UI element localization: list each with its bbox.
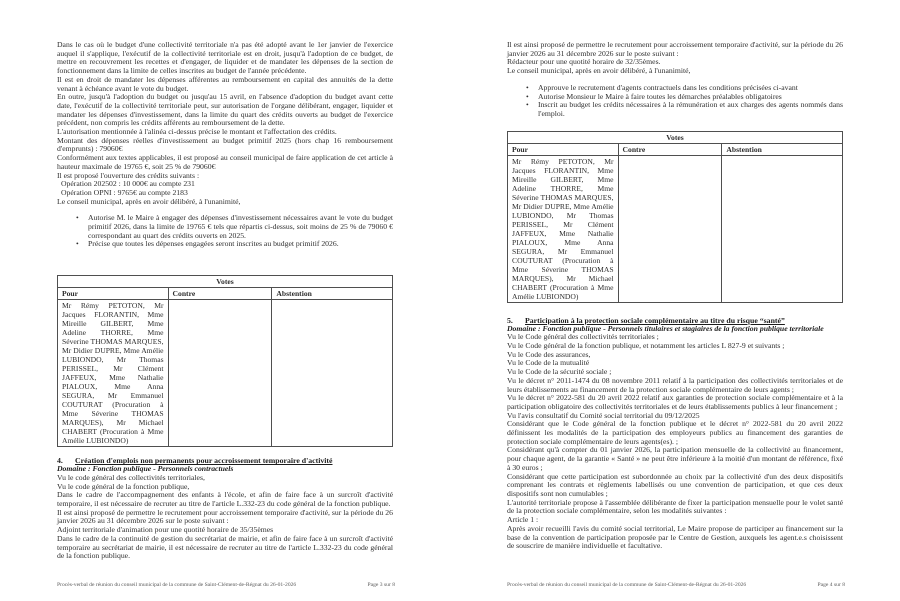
section-5-number: 5. bbox=[507, 315, 513, 325]
paragraph-recrutement-propose-suite: Il est ainsi proposé de permettre le recrutement pour accroissement temporaire d'activité, sur la période du 26 janvier 2026 au 31 décembre 2026 sur le poste suivant : bbox=[507, 40, 843, 58]
vu-item: Vu le Code général de la fonction publique, et notamment les articles L 827-9 et suivants ; bbox=[507, 341, 785, 351]
section-5-title: Participation à la protection sociale complémentaire au titre du risque “santé” bbox=[525, 315, 785, 325]
paragraph-proposition-autorite: L'autorité territoriale propose à l'assemblée délibérante de fixer la participation mensuelle pour le volet santé de la protection sociale complémentaire, selon les modalités suivantes : bbox=[507, 497, 843, 516]
vu-code-collectivites: Vu le code général des collectivités territoriales, bbox=[57, 472, 205, 482]
decision-list bbox=[74, 214, 393, 249]
vu-item: Vu l'avis consultatif du Comité social territorial du 09/12/2025 bbox=[507, 410, 700, 420]
considerant-item: Considérant que cette participation est subordonnée au choix par la collectivité d'un des deux dispositifs comprenant les contrats et règlements labellisés ou une convention de participation, et que ces deux dispositifs sont non cumulables ; bbox=[507, 471, 843, 498]
paragraph-conformement: Conformément aux textes applicables, il est proposé au conseil municipal de faire application de cet article à hauteur maximale de 19765 €, soit 25 % de 79060€ bbox=[57, 153, 393, 171]
credit-line-operation-opni: Opération OPNI : 9765€ au compte 2183 bbox=[61, 187, 188, 197]
decision-item: • Autorise Monsieur le Maire à faire toutes les démarches préalables obligatoires bbox=[524, 93, 843, 102]
paragraph-recrutement-propose: Il est ainsi proposé de permettre le recrutement pour accroissement temporaire d'activité, sur la période du 26 janvier 2026 au 31 décembre 2026 sur le poste suivant : bbox=[57, 507, 393, 526]
decision-list bbox=[524, 84, 843, 119]
votes-header-abstention: Abstention bbox=[722, 143, 843, 155]
section-4-number: 4. bbox=[57, 456, 63, 466]
votes-table-title: Votes bbox=[508, 131, 843, 143]
decision-item: • Inscrit au budget les crédits nécessaires à la rémunération et aux charges des agents nommés dans l'emploi. bbox=[524, 101, 843, 118]
credits-intro: Il est proposé l'ouverture des crédits suivants : bbox=[57, 170, 200, 180]
paragraph-accompagnement-ecole: Dans le cadre de l'accompagnement des enfants à l'école, et afin de faire face à un surcroît d'activité temporaire, il est nécessaire de recruter au titre de l'article L.332-23 du code général de la fonction publique. bbox=[57, 490, 393, 508]
footer-page-number: Page 3 sur 8 bbox=[367, 582, 395, 588]
vu-item: Vu le décret n° 2011-1474 du 08 novembre 2011 relatif à la participation des collectivités territoriales et de leurs établissements au financement de la protection sociale complémentaire de leurs agents ; bbox=[507, 375, 843, 394]
vu-item: Vu le Code de la sécurité sociale ; bbox=[507, 367, 612, 377]
votes-header-abstention: Abstention bbox=[272, 288, 393, 300]
votes-pour-names: Mr Rémy PETOTON, Mr Jacques FLORANTIN, Mme Mireille GILBERT, Mme Adeline THORRE, Mme Séverine THOMAS MARQUES, Mr Didier DUPRE, Mme Amélie LUBIONDO, Mr Thomas PERISSEL, Mr Clément JAFFEUX, Mme Nathalie PIALOUX, Mme Anna SEGURA, Mr Emmanuel COUTURAT (Procuration à Mme Séverine THOMAS MARQUES), Mr Michael CHABERT (Procuration à Mme Amélie LUBIONDO) bbox=[58, 300, 169, 447]
article-1-text: Après avoir recueilli l'avis du comité social territorial, Le Maire propose de participer au financement sur la base de la convention de participation proposée par le Centre de Gestion, auxquels les agent.e.s choisissent de souscrire de manière individuelle et facultative. bbox=[507, 523, 843, 551]
footer-document-title: Procès-verbal de réunion du conseil municipal de la commune de Saint-Clément-de-Régnat du 26-01-2026 bbox=[507, 582, 747, 588]
votes-table-title: Votes bbox=[58, 276, 393, 288]
deliberation-statement: Le conseil municipal, après en avoir délibéré, à l'unanimité, bbox=[507, 66, 691, 76]
decision-item: • Précise que toutes les dépenses engagées seront inscrites au budget primitif 2026. bbox=[74, 240, 393, 249]
deliberation-statement: Le conseil municipal, après en avoir délibéré, à l'unanimité, bbox=[57, 196, 241, 206]
section-5-domain: Domaine : Fonction publique - Personnels titulaires et stagiaires de la fonction publique territoriale bbox=[507, 323, 824, 333]
vu-item: Vu le Code des assurances, bbox=[507, 349, 591, 359]
vu-item: Vu le Code de la mutualité bbox=[507, 358, 590, 368]
paragraph-adjoint-animation: Adjoint territoriale d'animation pour une quotité horaire de 35/35èmes bbox=[57, 525, 274, 535]
decision-item: • Autorise M. le Maire à engager des dépenses d'investissement nécessaires avant le vote du budget primitif 2026, dans la limite de 19765 € tels que répartis ci-dessus, soit moins de 25 % de 79060 € correspondant au quart des crédits ouverts en 2025. bbox=[74, 214, 393, 240]
decision-item: • Approuve le recrutement d'agents contractuels dans les conditions précisées ci-avant bbox=[524, 84, 843, 93]
paragraph-en-outre: En outre, jusqu'à l'adoption du budget ou jusqu'au 15 avril, en l'absence d'adoption du budget avant cette date, l'exécutif de la collectivité territoriale peut, sur autorisation de l'organe délibérant, engager, liquider et mandater les dépenses d'investissement, dans la limite du quart des crédits ouverts au budget de l'exercice précédent, non compris les crédits afférents au remboursement de la dette. bbox=[57, 92, 393, 128]
votes-header-contre: Contre bbox=[618, 143, 722, 155]
votes-table bbox=[57, 275, 393, 447]
votes-pour-names: Mr Rémy PETOTON, Mr Jacques FLORANTIN, Mme Mireille GILBERT, Mme Adeline THORRE, Mme Séverine THOMAS MARQUES, Mr Didier DUPRE, Mme Amélie LUBIONDO, Mr Thomas PERISSEL, Mr Clément JAFFEUX, Mme Nathalie PIALOUX, Mme Anna SEGURA, Mr Emmanuel COUTURAT (Procuration à Mme Séverine THOMAS MARQUES), Mr Michael CHABERT (Procuration à Mme Amélie LUBIONDO) bbox=[508, 155, 619, 302]
credit-line-operation-202502: Opération 202502 : 10 000€ au compte 231 bbox=[61, 179, 195, 189]
vu-item: Vu le Code général des collectivités territoriales ; bbox=[507, 332, 659, 342]
article-1-label: Article 1 : bbox=[507, 515, 539, 525]
paragraph-mandater-dette: Il est en droit de mandater les dépenses afférentes au remboursement en capital des annuités de la dette venant à échéance avant le vote du budget. bbox=[57, 74, 393, 93]
votes-header-pour: Pour bbox=[508, 143, 619, 155]
paragraph-redacteur-quotite: Rédacteur pour une quotité horaire de 32/35èmes. bbox=[507, 57, 661, 67]
paragraph-montant-depenses: Montant des dépenses réelles d'investissement au budget primitif 2025 (hors chap 16 remboursement d'emprunts) : 79060€ bbox=[57, 135, 393, 154]
paragraph-budget-intro: Dans le cas où le budget d'une collectivité territoriale n'a pas été adopté avant le 1er janvier de l'exercice auquel il s'applique, l'exécutif de la collectivité territoriale est en droit, jusqu'à l'adoption de ce budget, de mettre en recouvrement les recettes et d'engager, de liquider et de mandater les dépenses de la section de fonctionnement dans la limite de celles inscrites au budget de l'année précédente. bbox=[57, 40, 393, 76]
section-4-domain: Domaine : Fonction publique - Personnels contractuels bbox=[57, 464, 234, 474]
considerant-item: Considérant que le Code général de la fonction publique et le décret n° 2022-581 du 20 avril 2022 définissent les modalités de la participation des employeurs publics au financement des garanties de protection sociale complémentaire de leurs agents(es). ; bbox=[507, 419, 843, 446]
page-footer bbox=[57, 582, 395, 588]
section-4-title: Création d'emplois non permanents pour accroissement temporaire d'activité bbox=[75, 456, 333, 466]
footer-page-number: Page 4 sur 8 bbox=[817, 582, 845, 588]
votes-abstention-cell bbox=[272, 300, 393, 447]
votes-contre-cell bbox=[168, 300, 272, 447]
page-footer bbox=[507, 582, 845, 588]
votes-abstention-cell bbox=[722, 155, 843, 302]
votes-table bbox=[507, 131, 843, 303]
paragraph-continuite-secretariat: Dans le cadre de la continuité de gestion du secrétariat de mairie, et afin de faire face à un surcroît d'activité temporaire au secrétariat de mairie, il est nécessaire de recruter au titre de l'article L.332-23 du code général de la fonction publique. bbox=[57, 533, 393, 561]
votes-header-pour: Pour bbox=[58, 288, 169, 300]
page-4 bbox=[450, 0, 900, 601]
votes-contre-cell bbox=[618, 155, 722, 302]
vu-item: Vu le décret n° 2022-581 du 20 avril 2022 relatif aux garanties de protection sociale complémentaire et à la participation obligatoire des collectivités territoriales et de leurs établissements publics à leur financement ; bbox=[507, 393, 843, 411]
footer-document-title: Procès-verbal de réunion du conseil municipal de la commune de Saint-Clément-de-Régnat du 26-01-2026 bbox=[57, 582, 297, 588]
paragraph-autorisation: L'autorisation mentionnée à l'alinéa ci-dessus précise le montant et l'affectation des crédits. bbox=[57, 127, 337, 137]
vu-code-fonction-publique: Vu le code général de la fonction publique, bbox=[57, 481, 190, 491]
considerant-item: Considérant qu'à compter du 01 janvier 2026, la participation mensuelle de la collectivité au financement, pour chaque agent, de la garantie « Santé » ne peut être inférieure à la moitié d'un montant de référence, fixé à 30 euros ; bbox=[507, 445, 843, 472]
votes-header-contre: Contre bbox=[168, 288, 272, 300]
